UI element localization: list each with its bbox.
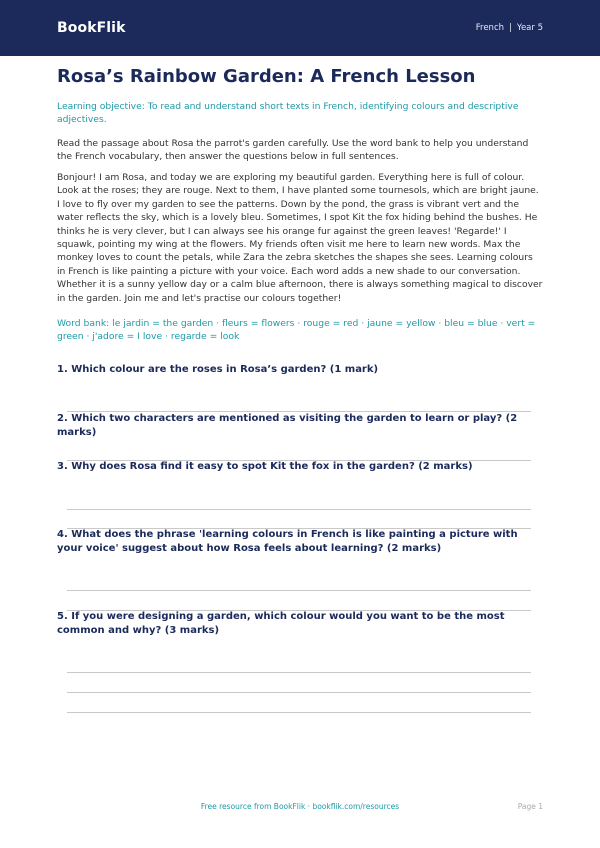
answer-line xyxy=(67,672,531,673)
question-2: 2. Which two characters are mentioned as visiting the garden to learn or play? (2 marks) xyxy=(57,413,518,438)
meta-separator: | xyxy=(509,23,512,33)
page-number: Page 1 xyxy=(517,802,543,811)
page-title: Rosa’s Rainbow Garden: A French Lesson xyxy=(57,66,476,87)
page-header xyxy=(0,0,600,56)
year-label: Year 5 xyxy=(516,23,543,33)
answer-line xyxy=(67,712,531,713)
brand-logo-text: BookFlik xyxy=(57,20,126,36)
question-3: 3. Why does Rosa find it easy to spot Kit the fox in the garden? (2 marks) xyxy=(57,461,473,472)
subject-year-label xyxy=(476,23,543,33)
question-1: 1. Which colour are the roses in Rosa’s garden? (1 mark) xyxy=(57,364,379,375)
subject-label: French xyxy=(475,23,505,33)
answer-line xyxy=(67,509,531,510)
instructions-text: Read the passage about Rosa the parrot's garden carefully. Use the word bank to help you understand the French vocabulary, then answer the questions below in full sentences. xyxy=(57,138,529,162)
word-bank: Word bank: le jardin = the garden · fleurs = flowers · rouge = red · jaune = yellow · bleu = blue · vert = green · j'adore = I love · regarde = look xyxy=(57,318,536,343)
question-5: 5. If you were designing a garden, which colour would you want to be the most common and why? (3 marks) xyxy=(57,611,505,636)
learning-objective: Learning objective: To read and understand short texts in French, identifying colours and descriptive adjectives. xyxy=(57,101,519,125)
footer-credit: Free resource from BookFlik · bookflik.com/resources xyxy=(200,802,400,811)
worksheet-content xyxy=(57,66,543,343)
reading-passage: Bonjour! I am Rosa, and today we are exploring my beautiful garden. Everything here is full of colour. Look at the roses; they are rouge. Next to them, I have planted some tournesols, which are bright jaune. I love to fly over my garden to see the patterns. Down by the pond, the grass is vibrant vert and the water reflects the sky, which is a lovely bleu. Sometimes, I spot Kit the fox hiding behind the bushes. He thinks he is very clever, but I can always see his orange fur against the green leaves! 'Regarde!' I squawk, pointing my wing at the flowers. My friends often visit me here to learn new words. Max the monkey loves to count the petals, while Zara the zebra sketches the shapes she sees. Learning colours in French is like painting a picture with your voice. Each word adds a new shade to our conversation. Whether it is a sunny yellow day or a calm blue afternoon, there is always something magical to discover in the garden. Join me and let's practise our colours together! xyxy=(57,172,543,304)
answer-line xyxy=(67,692,531,693)
answer-line xyxy=(67,590,531,591)
question-4: 4. What does the phrase 'learning colours in French is like painting a picture with your voice' suggest about how Rosa feels about learning? (2 marks) xyxy=(57,529,518,554)
